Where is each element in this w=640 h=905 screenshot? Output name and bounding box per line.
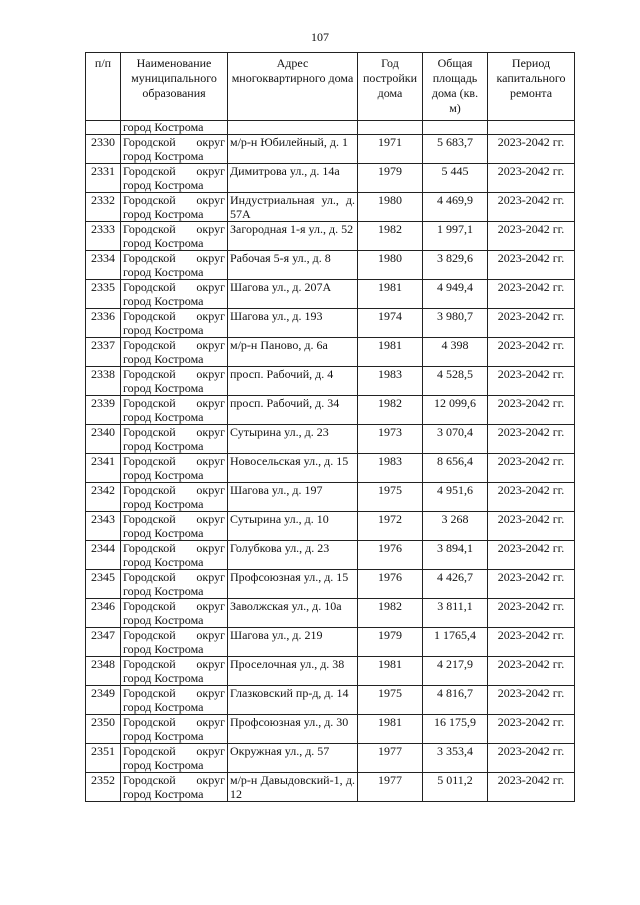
row-num: 2333 <box>86 222 121 251</box>
table-row <box>86 657 575 686</box>
row-area: 5 445 <box>423 164 488 193</box>
row-area: 1 997,1 <box>423 222 488 251</box>
row-year: 1983 <box>358 367 423 396</box>
table-row <box>86 570 575 599</box>
table-row <box>86 454 575 483</box>
municipality-line-1: Городской округ <box>123 164 225 178</box>
municipality-line-2: город Кострома <box>123 729 204 743</box>
row-municipality <box>121 512 228 541</box>
row-year: 1980 <box>358 193 423 222</box>
row-year: 1981 <box>358 715 423 744</box>
row-address: Сутырина ул., д. 10 <box>228 512 358 541</box>
row-year: 1982 <box>358 599 423 628</box>
table-header-row <box>86 53 575 121</box>
row-period: 2023-2042 гг. <box>488 222 575 251</box>
row-address: Новосельская ул., д. 15 <box>228 454 358 483</box>
row-address: Шагова ул., д. 193 <box>228 309 358 338</box>
row-municipality <box>121 193 228 222</box>
municipality-line-1: Городской округ <box>123 309 225 323</box>
row-municipality <box>121 657 228 686</box>
row-year: 1981 <box>358 338 423 367</box>
table-row <box>86 222 575 251</box>
row-address: Профсоюзная ул., д. 30 <box>228 715 358 744</box>
row-period: 2023-2042 гг. <box>488 396 575 425</box>
municipality-line-1: Городской округ <box>123 425 225 439</box>
municipality-line-1: Городской округ <box>123 773 225 787</box>
row-year: 1977 <box>358 744 423 773</box>
municipality-line-2: город Кострома <box>123 381 204 395</box>
table-row <box>86 135 575 164</box>
row-year: 1981 <box>358 280 423 309</box>
municipality-line-2: город Кострома <box>123 352 204 366</box>
row-year: 1977 <box>358 773 423 802</box>
municipality-line-1: Городской округ <box>123 222 225 236</box>
row-num: 2340 <box>86 425 121 454</box>
row-period: 2023-2042 гг. <box>488 570 575 599</box>
row-address: Голубкова ул., д. 23 <box>228 541 358 570</box>
row-area: 4 528,5 <box>423 367 488 396</box>
row-municipality <box>121 251 228 280</box>
row-address: м/р-н Юбилейный, д. 1 <box>228 135 358 164</box>
row-period: 2023-2042 гг. <box>488 541 575 570</box>
row-year: 1980 <box>358 251 423 280</box>
row-num: 2339 <box>86 396 121 425</box>
row-year: 1972 <box>358 512 423 541</box>
row-area: 3 811,1 <box>423 599 488 628</box>
municipality-line-1: Городской округ <box>123 715 225 729</box>
row-address: Димитрова ул., д. 14а <box>228 164 358 193</box>
table-row <box>86 773 575 802</box>
row-address: Профсоюзная ул., д. 15 <box>228 570 358 599</box>
row-num: 2349 <box>86 686 121 715</box>
row-period: 2023-2042 гг. <box>488 193 575 222</box>
row-address: м/р-н Паново, д. 6а <box>228 338 358 367</box>
row-address: Заволжская ул., д. 10а <box>228 599 358 628</box>
row-area: 4 816,7 <box>423 686 488 715</box>
municipality-line-1: Городской округ <box>123 686 225 700</box>
table-row <box>86 541 575 570</box>
row-area: 3 268 <box>423 512 488 541</box>
row-period: 2023-2042 гг. <box>488 686 575 715</box>
row-num: 2342 <box>86 483 121 512</box>
table-row <box>86 599 575 628</box>
row-area: 3 829,6 <box>423 251 488 280</box>
table-row <box>86 715 575 744</box>
row-period: 2023-2042 гг. <box>488 309 575 338</box>
municipality-line-1: Городской округ <box>123 483 225 497</box>
municipality-line-2: город Кострома <box>123 642 204 656</box>
continuation-num <box>86 121 121 135</box>
municipality-line-2: город Кострома <box>123 149 204 163</box>
row-year: 1982 <box>358 222 423 251</box>
row-num: 2330 <box>86 135 121 164</box>
row-year: 1975 <box>358 686 423 715</box>
municipality-line-2: город Кострома <box>123 787 204 801</box>
row-num: 2345 <box>86 570 121 599</box>
municipality-line-2: город Кострома <box>123 700 204 714</box>
municipality-line-2: город Кострома <box>123 555 204 569</box>
row-num: 2338 <box>86 367 121 396</box>
row-municipality <box>121 715 228 744</box>
row-municipality <box>121 599 228 628</box>
municipality-line-2: город Кострома <box>123 613 204 627</box>
row-period: 2023-2042 гг. <box>488 628 575 657</box>
row-num: 2331 <box>86 164 121 193</box>
row-year: 1979 <box>358 628 423 657</box>
row-municipality <box>121 309 228 338</box>
table-row <box>86 396 575 425</box>
row-address: Сутырина ул., д. 23 <box>228 425 358 454</box>
municipality-line-1: Городской округ <box>123 367 225 381</box>
row-num: 2352 <box>86 773 121 802</box>
municipality-line-1: Городской округ <box>123 570 225 584</box>
row-period: 2023-2042 гг. <box>488 657 575 686</box>
row-area: 1 1765,4 <box>423 628 488 657</box>
row-municipality <box>121 164 228 193</box>
table-row <box>86 512 575 541</box>
header-num: п/п <box>86 53 121 121</box>
row-municipality <box>121 396 228 425</box>
row-municipality <box>121 135 228 164</box>
row-period: 2023-2042 гг. <box>488 164 575 193</box>
municipality-line-2: город Кострома <box>123 323 204 337</box>
municipality-line-1: Городской округ <box>123 338 225 352</box>
row-period: 2023-2042 гг. <box>488 280 575 309</box>
header-address: Адрес многоквартирного дома <box>228 53 358 121</box>
row-num: 2336 <box>86 309 121 338</box>
row-num: 2347 <box>86 628 121 657</box>
municipality-line-1: Городской округ <box>123 193 225 207</box>
row-num: 2351 <box>86 744 121 773</box>
row-address: м/р-н Давыдовский-1, д. 12 <box>228 773 358 802</box>
municipality-line-2: город Кострома <box>123 410 204 424</box>
municipality-line-2: город Кострома <box>123 439 204 453</box>
row-year: 1983 <box>358 454 423 483</box>
row-num: 2346 <box>86 599 121 628</box>
row-year: 1982 <box>358 396 423 425</box>
row-municipality <box>121 338 228 367</box>
municipality-line-2: город Кострома <box>123 497 204 511</box>
row-address: Загородная 1-я ул., д. 52 <box>228 222 358 251</box>
row-municipality <box>121 367 228 396</box>
table-row <box>86 367 575 396</box>
row-area: 4 398 <box>423 338 488 367</box>
row-address: Рабочая 5-я ул., д. 8 <box>228 251 358 280</box>
row-num: 2341 <box>86 454 121 483</box>
row-period: 2023-2042 гг. <box>488 744 575 773</box>
row-municipality <box>121 570 228 599</box>
row-year: 1973 <box>358 425 423 454</box>
row-area: 4 426,7 <box>423 570 488 599</box>
row-num: 2334 <box>86 251 121 280</box>
municipality-line-2: город Кострома <box>123 671 204 685</box>
row-municipality <box>121 454 228 483</box>
row-num: 2337 <box>86 338 121 367</box>
row-period: 2023-2042 гг. <box>488 425 575 454</box>
continuation-row <box>86 121 575 135</box>
row-municipality <box>121 541 228 570</box>
municipality-line-1: Городской округ <box>123 628 225 642</box>
row-municipality <box>121 773 228 802</box>
row-area: 3 353,4 <box>423 744 488 773</box>
municipality-line-1: Городской округ <box>123 744 225 758</box>
table-row <box>86 193 575 222</box>
row-period: 2023-2042 гг. <box>488 512 575 541</box>
row-area: 5 683,7 <box>423 135 488 164</box>
row-address: Окружная ул., д. 57 <box>228 744 358 773</box>
row-municipality <box>121 280 228 309</box>
municipality-line-2: город Кострома <box>123 178 204 192</box>
table-row <box>86 686 575 715</box>
row-year: 1974 <box>358 309 423 338</box>
row-year: 1975 <box>358 483 423 512</box>
row-year: 1976 <box>358 541 423 570</box>
municipality-line-1: Городской округ <box>123 280 225 294</box>
row-area: 4 217,9 <box>423 657 488 686</box>
row-area: 8 656,4 <box>423 454 488 483</box>
row-address: просп. Рабочий, д. 4 <box>228 367 358 396</box>
row-num: 2343 <box>86 512 121 541</box>
table-row <box>86 628 575 657</box>
row-address: Глазковский пр-д, д. 14 <box>228 686 358 715</box>
municipality-line-1: Городской округ <box>123 251 225 265</box>
table-row <box>86 164 575 193</box>
table-row <box>86 338 575 367</box>
continuation-municipality: город Кострома <box>121 121 228 135</box>
row-municipality <box>121 425 228 454</box>
housing-register-table <box>85 52 575 802</box>
row-address: Шагова ул., д. 207А <box>228 280 358 309</box>
table-row <box>86 251 575 280</box>
row-area: 4 469,9 <box>423 193 488 222</box>
row-municipality <box>121 222 228 251</box>
row-area: 4 951,6 <box>423 483 488 512</box>
municipality-line-2: город Кострома <box>123 584 204 598</box>
row-address: просп. Рабочий, д. 34 <box>228 396 358 425</box>
row-num: 2332 <box>86 193 121 222</box>
row-period: 2023-2042 гг. <box>488 773 575 802</box>
row-year: 1981 <box>358 657 423 686</box>
municipality-line-2: город Кострома <box>123 236 204 250</box>
municipality-line-1: Городской округ <box>123 396 225 410</box>
row-area: 12 099,6 <box>423 396 488 425</box>
row-municipality <box>121 686 228 715</box>
row-period: 2023-2042 гг. <box>488 454 575 483</box>
municipality-line-2: город Кострома <box>123 526 204 540</box>
municipality-line-1: Городской округ <box>123 541 225 555</box>
municipality-line-1: Городской округ <box>123 454 225 468</box>
row-area: 3 894,1 <box>423 541 488 570</box>
municipality-line-1: Городской округ <box>123 512 225 526</box>
row-period: 2023-2042 гг. <box>488 338 575 367</box>
row-num: 2350 <box>86 715 121 744</box>
table-row <box>86 483 575 512</box>
header-year: Год постройки дома <box>358 53 423 121</box>
row-period: 2023-2042 гг. <box>488 367 575 396</box>
row-year: 1971 <box>358 135 423 164</box>
municipality-line-2: город Кострома <box>123 468 204 482</box>
municipality-line-2: город Кострома <box>123 294 204 308</box>
table-row <box>86 309 575 338</box>
row-municipality <box>121 483 228 512</box>
row-num: 2348 <box>86 657 121 686</box>
row-period: 2023-2042 гг. <box>488 483 575 512</box>
row-municipality <box>121 628 228 657</box>
row-address: Индустриальная ул., д. 57А <box>228 193 358 222</box>
municipality-line-1: Городской округ <box>123 135 225 149</box>
table-row <box>86 280 575 309</box>
row-num: 2335 <box>86 280 121 309</box>
row-area: 16 175,9 <box>423 715 488 744</box>
row-address: Шагова ул., д. 219 <box>228 628 358 657</box>
row-period: 2023-2042 гг. <box>488 599 575 628</box>
row-municipality <box>121 744 228 773</box>
row-period: 2023-2042 гг. <box>488 135 575 164</box>
row-year: 1979 <box>358 164 423 193</box>
header-period: Период капитального ремонта <box>488 53 575 121</box>
row-address: Шагова ул., д. 197 <box>228 483 358 512</box>
row-address: Проселочная ул., д. 38 <box>228 657 358 686</box>
row-area: 3 980,7 <box>423 309 488 338</box>
header-area: Общая площадь дома (кв. м) <box>423 53 488 121</box>
table-row <box>86 744 575 773</box>
municipality-line-1: Городской округ <box>123 599 225 613</box>
municipality-line-2: город Кострома <box>123 758 204 772</box>
municipality-line-1: Городской округ <box>123 657 225 671</box>
municipality-line-2: город Кострома <box>123 207 204 221</box>
row-num: 2344 <box>86 541 121 570</box>
table-row <box>86 425 575 454</box>
row-area: 5 011,2 <box>423 773 488 802</box>
header-municipality: Наименование муниципального образования <box>121 53 228 121</box>
row-period: 2023-2042 гг. <box>488 715 575 744</box>
row-area: 3 070,4 <box>423 425 488 454</box>
row-period: 2023-2042 гг. <box>488 251 575 280</box>
row-year: 1976 <box>358 570 423 599</box>
row-area: 4 949,4 <box>423 280 488 309</box>
page-number: 107 <box>311 30 329 44</box>
municipality-line-2: город Кострома <box>123 265 204 279</box>
